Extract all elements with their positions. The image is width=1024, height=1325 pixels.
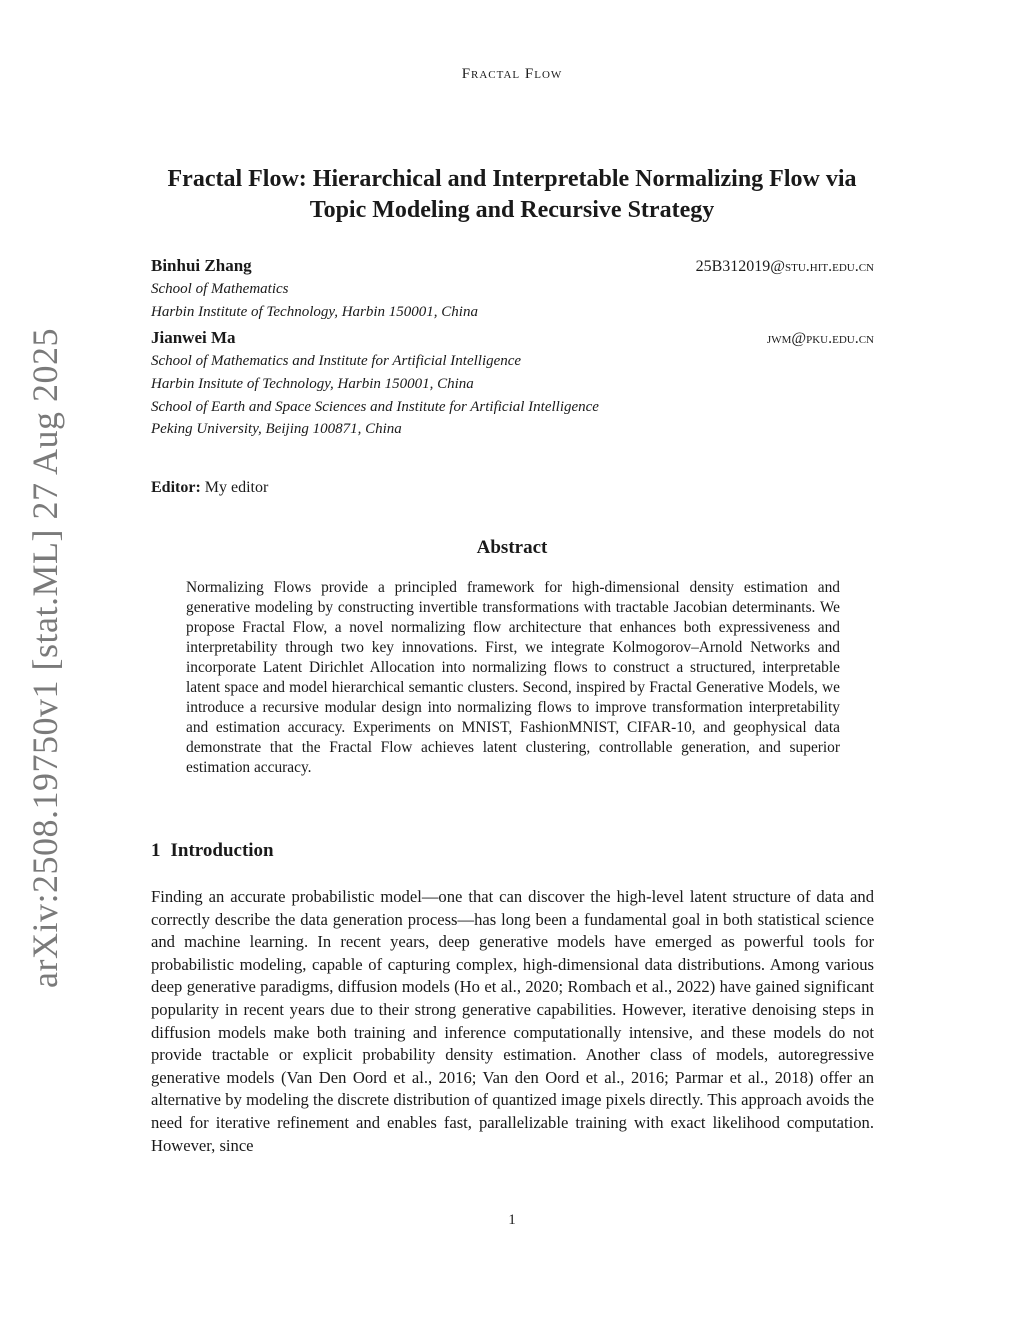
author-affiliation: Harbin Institute of Technology, Harbin 150001, China <box>151 303 478 320</box>
section-heading <box>151 840 274 862</box>
author-affiliation: School of Mathematics <box>151 281 289 297</box>
introduction-text: Finding an accurate probabilistic model—one that can discover the high-level latent structure of data and correctly describe the data generation process—has long been a fundamental goal in both statistical science and machine learning. In recent years, deep generative models have emerged as powerful tools for probabilistic modeling, capable of capturing complex, high-dimensional data distributions. Among various deep generative paradigms, diffusion models (Ho et al., 2020; Rombach et al., 2022) have gained significant popularity in recent years due to their strong generative capabilities. However, iterative denoising steps in diffusion models make both training and inference computationally intensive, and these models do not provide tractable or explicit probability density estimation. Another class of models, autoregressive generative models (Van Den Oord et al., 2016; Van den Oord et al., 2016; Parmar et al., 2018) offer an alternative by modeling the discrete distribution of quantized image pixels directly. This approach avoids the need for iterative refinement and enables fast, parallelizable training with exact likelihood computation. However, since <box>151 887 874 1155</box>
author-name: Binhui Zhang <box>151 256 252 275</box>
author-affiliation: Peking University, Beijing 100871, China <box>151 421 402 438</box>
editor-label: Editor: <box>151 479 201 496</box>
author-email: 25B312019@stu.hit.edu.cn <box>695 258 874 275</box>
author-affiliation: School of Mathematics and Institute for Artificial Intelligence <box>151 353 522 369</box>
page-number: 1 <box>508 1212 516 1228</box>
author-affiliation: Harbin Insitute of Technology, Harbin 150001, China <box>151 375 474 392</box>
author-block-1 <box>151 255 874 324</box>
author-email: jwm@pku.edu.cn <box>766 330 874 347</box>
editor-value: My editor <box>204 479 269 496</box>
author-block-2 <box>151 327 874 441</box>
abstract-text: Normalizing Flows provide a principled framework for high-dimensional density estimation and generative modeling by constructing invertible transformations with tractable Jacobian determinants. We propose Fractal Flow, a novel normalizing flow architecture that enhances both expressiveness and interpretability through two key innovations. First, we integrate Kolmogorov–Arnold Networks and incorporate Latent Dirichlet Allocation into normalizing flows to construct a structured, interpretable latent space and model hierarchical semantic clusters. Second, inspired by Fractal Generative Models, we introduce a recursive modular design into normalizing flows to improve transformation interpretability and estimation accuracy. Experiments on MNIST, FashionMNIST, CIFAR-10, and geophysical data demonstrate that the Fractal Flow achieves latent clustering, controllable generation, and superior estimation accuracy. <box>186 579 840 776</box>
running-head: Fractal Flow <box>461 66 563 82</box>
author-name: Jianwei Ma <box>151 328 236 347</box>
abstract-heading: Abstract <box>476 537 548 558</box>
editor-line <box>151 479 268 497</box>
arxiv-identifier: arXiv:2508.19750v1 [stat.ML] 27 Aug 2025 <box>25 328 65 988</box>
section-number: 1 <box>151 840 161 861</box>
author-affiliation: School of Earth and Space Sciences and Institute for Artificial Intelligence <box>151 398 599 415</box>
section-title: Introduction <box>170 840 274 861</box>
paper-title: Fractal Flow: Hierarchical and Interpretable Normalizing Flow via Topic Modeling and Recursive Strategy <box>167 166 857 223</box>
